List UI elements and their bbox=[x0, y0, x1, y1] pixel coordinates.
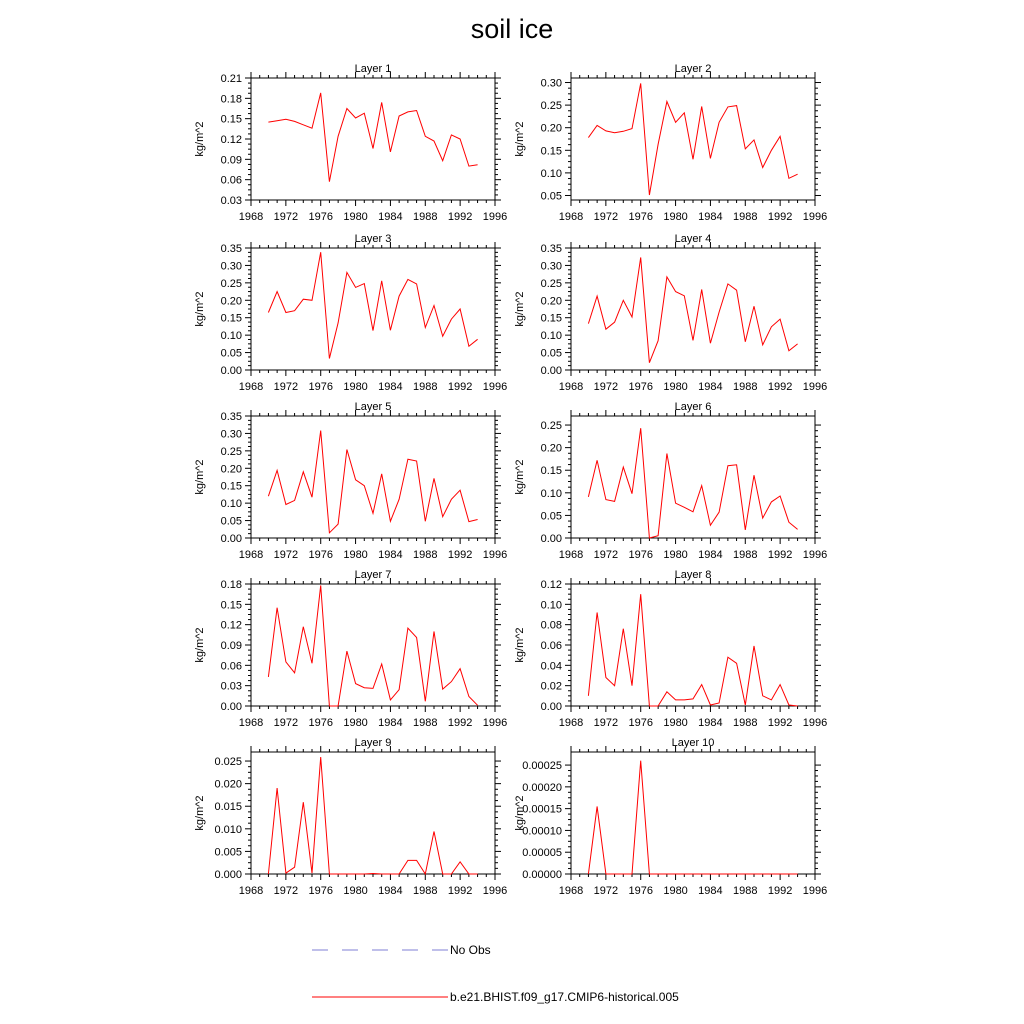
y-tick-label: 0.06 bbox=[540, 640, 562, 652]
panel-title: Layer 1 bbox=[354, 63, 392, 75]
x-tick-label: 1984 bbox=[378, 211, 403, 223]
y-axis-label: kg/m^2 bbox=[194, 795, 206, 831]
x-tick-label: 1972 bbox=[593, 381, 619, 393]
x-tick-label: 1968 bbox=[238, 549, 264, 561]
y-tick-label: 0.35 bbox=[220, 411, 242, 423]
x-tick-label: 1972 bbox=[273, 211, 299, 223]
panel-10 bbox=[514, 737, 827, 897]
y-tick-label: 0.00010 bbox=[522, 825, 562, 838]
panel-title: Layer 9 bbox=[354, 737, 392, 749]
y-tick-label: 0.05 bbox=[540, 190, 562, 203]
x-tick-label: 1992 bbox=[447, 549, 473, 561]
x-tick-label: 1980 bbox=[343, 549, 368, 561]
y-tick-label: 0.30 bbox=[220, 260, 242, 273]
y-tick-label: 0.06 bbox=[220, 174, 242, 187]
x-tick-label: 1976 bbox=[628, 885, 653, 897]
y-tick-label: 0.10 bbox=[540, 167, 562, 180]
y-axis-label: kg/m^2 bbox=[514, 459, 526, 495]
y-axis-label: kg/m^2 bbox=[194, 291, 206, 327]
x-tick-label: 1976 bbox=[628, 717, 653, 729]
series-line bbox=[268, 93, 477, 182]
y-tick-label: 0.015 bbox=[214, 801, 242, 814]
legend-obs-label: No Obs bbox=[450, 943, 491, 957]
x-tick-label: 1984 bbox=[698, 211, 723, 223]
legend bbox=[312, 943, 679, 1004]
legend-model-label: b.e21.BHIST.f09_g17.CMIP6-historical.005 bbox=[450, 990, 679, 1004]
y-tick-label: 0.03 bbox=[220, 680, 242, 693]
y-tick-label: 0.10 bbox=[540, 330, 562, 343]
y-tick-label: 0.025 bbox=[214, 756, 242, 769]
x-tick-label: 1968 bbox=[558, 381, 584, 393]
y-tick-label: 0.02 bbox=[540, 680, 562, 693]
x-tick-label: 1980 bbox=[663, 885, 688, 897]
x-tick-label: 1984 bbox=[378, 381, 403, 393]
x-tick-label: 1980 bbox=[663, 717, 688, 729]
x-tick-label: 1996 bbox=[482, 549, 508, 561]
y-tick-label: 0.005 bbox=[214, 846, 242, 859]
x-tick-label: 1988 bbox=[413, 381, 438, 393]
y-tick-label: 0.20 bbox=[540, 442, 562, 455]
panel-title: Layer 4 bbox=[674, 233, 712, 245]
x-tick-label: 1976 bbox=[308, 885, 333, 897]
y-tick-label: 0.25 bbox=[220, 445, 242, 458]
y-tick-label: 0.05 bbox=[540, 347, 562, 360]
y-tick-label: 0.15 bbox=[540, 465, 562, 478]
y-tick-label: 0.30 bbox=[540, 77, 562, 90]
y-tick-label: 0.25 bbox=[540, 100, 562, 113]
x-tick-label: 1988 bbox=[413, 717, 438, 729]
x-tick-label: 1992 bbox=[447, 717, 473, 729]
y-axis-label: kg/m^2 bbox=[514, 627, 526, 663]
x-tick-label: 1988 bbox=[413, 885, 438, 897]
series-line bbox=[588, 83, 797, 195]
y-tick-label: 0.15 bbox=[540, 312, 562, 325]
y-tick-label: 0.35 bbox=[540, 243, 562, 255]
panel-9 bbox=[194, 737, 507, 897]
panel-2 bbox=[514, 63, 827, 223]
panel-title: Layer 5 bbox=[354, 401, 392, 413]
x-tick-label: 1972 bbox=[593, 717, 619, 729]
plot-frame bbox=[251, 752, 495, 874]
x-tick-label: 1984 bbox=[698, 549, 723, 561]
x-tick-label: 1972 bbox=[273, 885, 299, 897]
x-tick-label: 1984 bbox=[698, 717, 723, 729]
plot-frame bbox=[251, 78, 495, 200]
y-tick-label: 0.15 bbox=[220, 599, 242, 612]
y-tick-label: 0.25 bbox=[540, 277, 562, 290]
y-tick-label: 0.03 bbox=[220, 195, 242, 207]
x-tick-label: 1988 bbox=[733, 885, 758, 897]
panel-title: Layer 6 bbox=[674, 401, 712, 413]
panel-6 bbox=[514, 401, 827, 561]
y-tick-label: 0.25 bbox=[220, 277, 242, 290]
x-tick-label: 1988 bbox=[733, 717, 758, 729]
x-tick-label: 1968 bbox=[558, 549, 584, 561]
y-tick-label: 0.20 bbox=[220, 295, 242, 308]
plot-frame bbox=[251, 248, 495, 370]
x-tick-label: 1976 bbox=[308, 381, 333, 393]
x-tick-label: 1972 bbox=[593, 549, 619, 561]
x-tick-label: 1968 bbox=[238, 717, 264, 729]
y-tick-label: 0.06 bbox=[220, 660, 242, 673]
y-tick-label: 0.35 bbox=[220, 243, 242, 255]
y-tick-label: 0.25 bbox=[540, 420, 562, 433]
series-line bbox=[268, 585, 477, 706]
panel-1 bbox=[194, 63, 507, 223]
x-tick-label: 1984 bbox=[378, 549, 403, 561]
y-tick-label: 0.12 bbox=[540, 579, 562, 591]
y-tick-label: 0.20 bbox=[220, 463, 242, 476]
y-tick-label: 0.09 bbox=[220, 640, 242, 652]
panel-title: Layer 7 bbox=[354, 569, 392, 581]
plot-frame bbox=[571, 248, 815, 370]
x-tick-label: 1984 bbox=[698, 885, 723, 897]
y-tick-label: 0.04 bbox=[540, 660, 562, 673]
series-line bbox=[268, 757, 477, 874]
y-tick-label: 0.15 bbox=[220, 312, 242, 325]
x-tick-label: 1988 bbox=[733, 381, 758, 393]
x-tick-label: 1968 bbox=[558, 211, 584, 223]
series-line bbox=[268, 431, 477, 533]
x-tick-label: 1968 bbox=[238, 381, 264, 393]
x-tick-label: 1984 bbox=[698, 381, 723, 393]
y-tick-label: 0.20 bbox=[540, 295, 562, 308]
panel-title: Layer 3 bbox=[354, 233, 392, 245]
panel-8 bbox=[514, 569, 827, 729]
x-tick-label: 1976 bbox=[628, 381, 653, 393]
y-axis-label: kg/m^2 bbox=[194, 627, 206, 663]
x-tick-label: 1996 bbox=[482, 381, 508, 393]
x-tick-label: 1968 bbox=[238, 885, 264, 897]
x-tick-label: 1992 bbox=[767, 885, 793, 897]
y-axis-label: kg/m^2 bbox=[514, 291, 526, 327]
x-tick-label: 1988 bbox=[413, 549, 438, 561]
x-tick-label: 1976 bbox=[308, 549, 333, 561]
x-tick-label: 1992 bbox=[447, 211, 473, 223]
y-axis-label: kg/m^2 bbox=[514, 121, 526, 157]
y-tick-label: 0.00 bbox=[540, 533, 562, 545]
x-tick-label: 1996 bbox=[802, 717, 828, 729]
x-tick-label: 1976 bbox=[628, 211, 653, 223]
x-tick-label: 1992 bbox=[767, 717, 793, 729]
panel-4 bbox=[514, 233, 827, 393]
y-tick-label: 0.08 bbox=[540, 619, 562, 632]
y-tick-label: 0.10 bbox=[540, 599, 562, 612]
series-line bbox=[588, 257, 797, 362]
y-tick-label: 0.00 bbox=[540, 701, 562, 713]
y-tick-label: 0.15 bbox=[220, 480, 242, 493]
x-tick-label: 1972 bbox=[273, 549, 299, 561]
y-tick-label: 0.10 bbox=[220, 330, 242, 343]
y-tick-label: 0.12 bbox=[220, 619, 242, 632]
y-tick-label: 0.20 bbox=[540, 122, 562, 135]
x-tick-label: 1992 bbox=[447, 885, 473, 897]
x-tick-label: 1980 bbox=[343, 885, 368, 897]
plot-frame bbox=[571, 416, 815, 538]
plot-frame bbox=[571, 752, 815, 874]
series-line bbox=[268, 252, 477, 358]
x-tick-label: 1992 bbox=[767, 211, 793, 223]
x-tick-label: 1996 bbox=[482, 885, 508, 897]
y-tick-label: 0.30 bbox=[220, 428, 242, 441]
y-tick-label: 0.05 bbox=[220, 347, 242, 360]
x-tick-label: 1972 bbox=[593, 211, 619, 223]
x-tick-label: 1976 bbox=[308, 211, 333, 223]
y-tick-label: 0.00025 bbox=[522, 760, 562, 773]
y-tick-label: 0.00 bbox=[220, 701, 242, 713]
x-tick-label: 1988 bbox=[733, 549, 758, 561]
x-tick-label: 1992 bbox=[767, 549, 793, 561]
y-tick-label: 0.020 bbox=[214, 778, 242, 791]
y-tick-label: 0.18 bbox=[220, 579, 242, 591]
x-tick-label: 1996 bbox=[482, 211, 508, 223]
y-tick-label: 0.00 bbox=[220, 365, 242, 377]
y-tick-label: 0.05 bbox=[220, 515, 242, 528]
x-tick-label: 1968 bbox=[558, 885, 584, 897]
panel-7 bbox=[194, 569, 507, 729]
x-tick-label: 1984 bbox=[378, 885, 403, 897]
x-tick-label: 1996 bbox=[802, 549, 828, 561]
x-tick-label: 1980 bbox=[343, 381, 368, 393]
y-tick-label: 0.09 bbox=[220, 154, 242, 167]
y-tick-label: 0.010 bbox=[214, 823, 242, 836]
y-tick-label: 0.000 bbox=[214, 869, 242, 881]
series-line bbox=[588, 428, 797, 538]
x-tick-label: 1988 bbox=[733, 211, 758, 223]
y-tick-label: 0.05 bbox=[540, 510, 562, 523]
panel-title: Layer 8 bbox=[674, 569, 712, 581]
y-tick-label: 0.30 bbox=[540, 260, 562, 273]
x-tick-label: 1996 bbox=[802, 885, 828, 897]
x-tick-label: 1992 bbox=[447, 381, 473, 393]
y-tick-label: 0.00020 bbox=[522, 781, 562, 794]
x-tick-label: 1988 bbox=[413, 211, 438, 223]
x-tick-label: 1976 bbox=[308, 717, 333, 729]
x-tick-label: 1996 bbox=[482, 717, 508, 729]
x-tick-label: 1984 bbox=[378, 717, 403, 729]
x-tick-label: 1980 bbox=[663, 211, 688, 223]
panel-5 bbox=[194, 401, 507, 561]
y-axis-label: kg/m^2 bbox=[514, 795, 526, 831]
x-tick-label: 1996 bbox=[802, 381, 828, 393]
x-tick-label: 1980 bbox=[663, 549, 688, 561]
y-tick-label: 0.00 bbox=[220, 533, 242, 545]
y-tick-label: 0.10 bbox=[220, 498, 242, 511]
x-tick-label: 1992 bbox=[767, 381, 793, 393]
panel-title: Layer 2 bbox=[674, 63, 712, 75]
y-tick-label: 0.00005 bbox=[522, 847, 562, 860]
series-line bbox=[588, 594, 797, 706]
x-tick-label: 1972 bbox=[593, 885, 619, 897]
y-tick-label: 0.15 bbox=[540, 145, 562, 158]
y-tick-label: 0.21 bbox=[220, 73, 242, 85]
y-tick-label: 0.18 bbox=[220, 93, 242, 106]
x-tick-label: 1980 bbox=[343, 211, 368, 223]
plot-frame bbox=[251, 416, 495, 538]
page-title: soil ice bbox=[470, 14, 554, 44]
x-tick-label: 1980 bbox=[343, 717, 368, 729]
x-tick-label: 1968 bbox=[238, 211, 264, 223]
y-axis-label: kg/m^2 bbox=[194, 121, 206, 157]
y-tick-label: 0.12 bbox=[220, 134, 242, 146]
x-tick-label: 1968 bbox=[558, 717, 584, 729]
y-axis-label: kg/m^2 bbox=[194, 459, 206, 495]
panel-title: Layer 10 bbox=[671, 737, 715, 749]
y-tick-label: 0.10 bbox=[540, 487, 562, 500]
y-tick-label: 0.00015 bbox=[522, 803, 562, 816]
x-tick-label: 1972 bbox=[273, 381, 299, 393]
panel-3 bbox=[194, 233, 507, 393]
x-tick-label: 1980 bbox=[663, 381, 688, 393]
y-tick-label: 0.00000 bbox=[522, 869, 562, 881]
x-tick-label: 1996 bbox=[802, 211, 828, 223]
y-tick-label: 0.00 bbox=[540, 365, 562, 377]
y-tick-label: 0.15 bbox=[220, 113, 242, 126]
x-tick-label: 1976 bbox=[628, 549, 653, 561]
x-tick-label: 1972 bbox=[273, 717, 299, 729]
series-line bbox=[588, 761, 797, 874]
